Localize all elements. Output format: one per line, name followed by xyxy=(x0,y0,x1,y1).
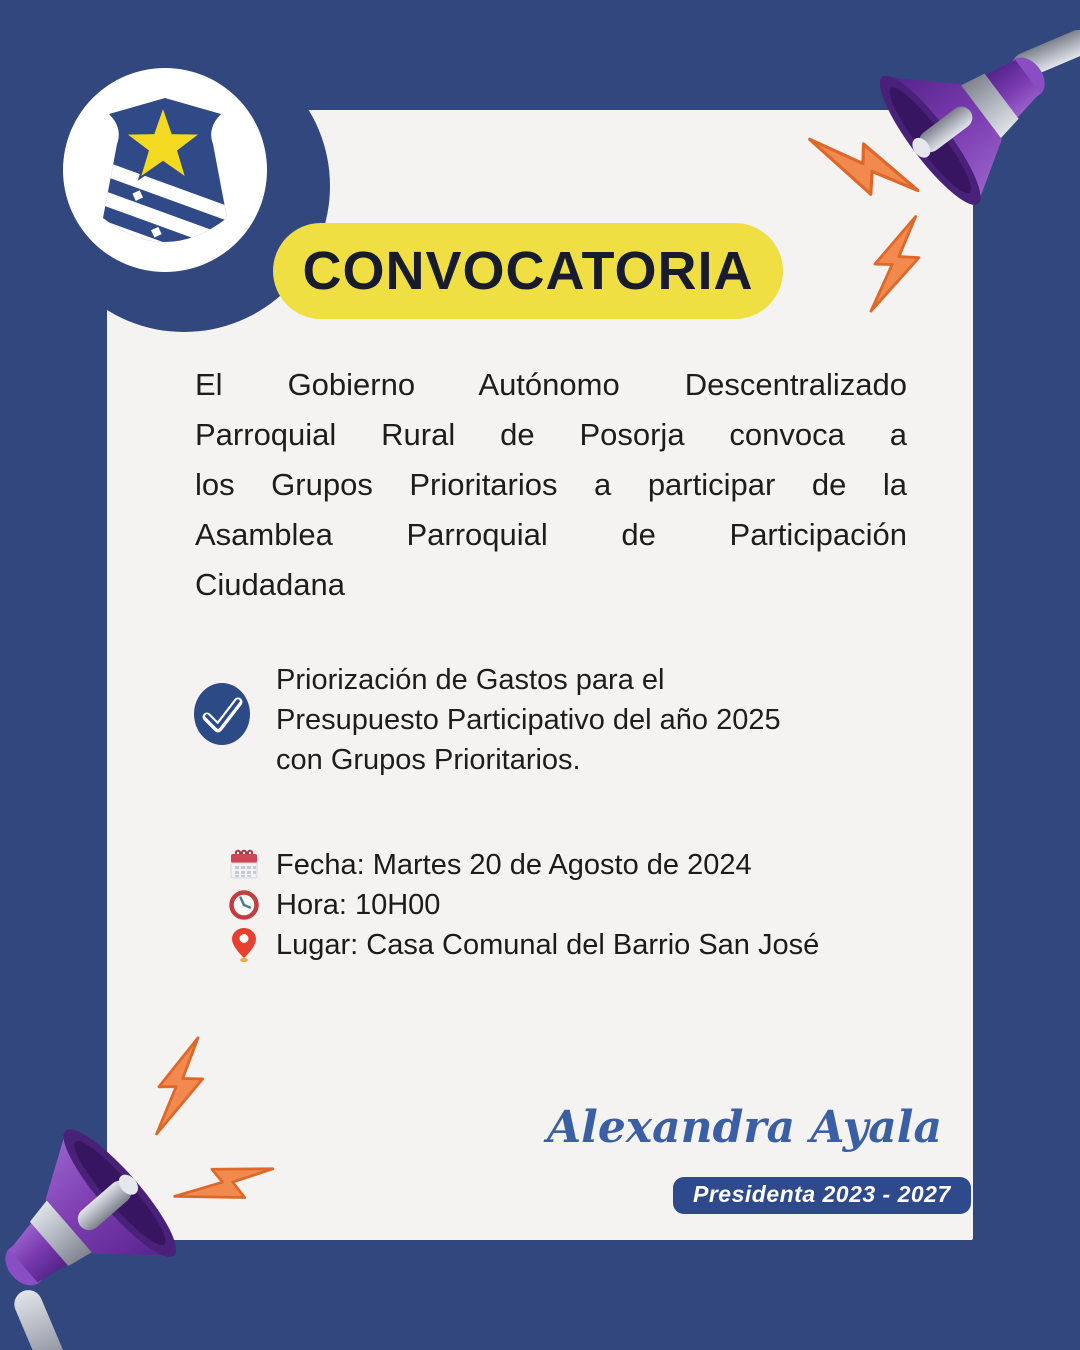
signature-text: Alexandra Ayala xyxy=(546,1102,942,1153)
agenda-text xyxy=(276,660,896,780)
check-circle-icon xyxy=(193,682,251,746)
page-title: CONVOCATORIA xyxy=(302,241,754,301)
logo-badge xyxy=(63,68,267,272)
parish-emblem-icon xyxy=(63,68,267,272)
paragraph-line: Parroquial Rural de Posorja convoca a xyxy=(195,417,907,452)
president-term-badge: Presidenta 2023 - 2027 xyxy=(673,1177,971,1214)
detail-row-lugar xyxy=(228,925,819,965)
agenda-line: con Grupos Prioritarios. xyxy=(276,744,581,776)
calendar-icon xyxy=(229,849,259,881)
paragraph-line: los Grupos Prioritarios a participar de la xyxy=(195,467,907,502)
detail-row-hora xyxy=(228,885,819,925)
paragraph-line: Ciudadana xyxy=(195,567,345,602)
detail-fecha-label: Fecha: Martes 20 de Agosto de 2024 xyxy=(276,848,752,881)
agenda-line: Priorización de Gastos para el xyxy=(276,664,665,696)
announcement-paragraph xyxy=(195,360,907,610)
detail-row-fecha xyxy=(228,845,819,885)
detail-hora-label: Hora: 10H00 xyxy=(276,888,441,921)
agenda-item xyxy=(193,660,896,780)
paragraph-line: El Gobierno Autónomo Descentralizado xyxy=(195,367,907,402)
location-pin-icon xyxy=(231,927,257,963)
title-pill xyxy=(273,223,783,319)
agenda-line: Presupuesto Participativo del año 2025 xyxy=(276,704,781,736)
detail-lugar-label: Lugar: Casa Comunal del Barrio San José xyxy=(276,928,820,961)
clock-icon xyxy=(228,889,260,921)
paragraph-line: Asamblea Parroquial de Participación xyxy=(195,517,907,552)
event-details xyxy=(228,845,819,965)
